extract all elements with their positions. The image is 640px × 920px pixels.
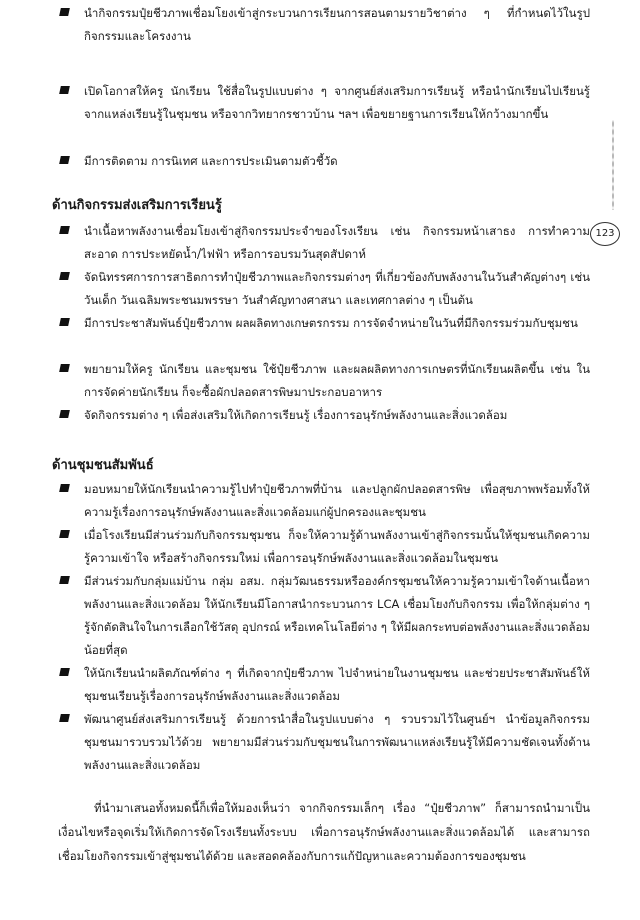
list-item-text: มีส่วนร่วมกับกลุ่มแม่บ้าน กลุ่ม อสม. กลุ่มวัฒนธรรมหรือองค์กรชุมชนให้ความรู้ความเข้าใจด้านเนื้อหาพลังงานและสิ่งแวดล้อม ให้นักเรียนมีโอกาสนำกระบวนการ LCA เชื่อมโยงกับกิจกรรม เพื่อให้กลุ่มต่าง ๆ รู้จักตัดสินใจในการเลือกใช้วัสดุ อุปกรณ์ หรือเทคโนโลยีต่าง ๆ ให้มีผลกระทบต่อพลังงานและสิ่งแวดล้อมน้อยที่สุด	[84, 574, 591, 657]
list-item-text: เปิดโอกาสให้ครู นักเรียน ใช้สื่อในรูปแบบต่าง ๆ จากศูนย์ส่งเสริมการเรียนรู้ หรือนำนักเรียนไปเรียนรู้จากแหล่งเรียนรู้ในชุมชน หรือจากวิทยากรชาวบ้าน ฯลฯ เพื่อขยายฐานการเรียนให้กว้างมากขึ้น	[84, 84, 590, 121]
list-item	[60, 220, 590, 266]
square-bullet-icon	[59, 714, 70, 722]
list-item	[60, 662, 590, 708]
list-item-text: จัดนิทรรศการการสาธิตการทำปุ๋ยชีวภาพและกิจกรรมต่างๆ ที่เกี่ยวข้องกับพลังงานในวันสำคัญต่างๆ เช่น วันเด็ก วันเฉลิมพระชนมพรรษา วันสำคัญทางศาสนา และเทศกาลต่าง ๆ เป็นต้น	[84, 270, 590, 307]
list-item-text: พยายามให้ครู นักเรียน และชุมชน ใช้ปุ๋ยชีวภาพ และผลผลิตทางการเกษตรที่นักเรียนผลิตขึ้น เช่น ในการจัดค่ายนักเรียน ก็จะซื้อผักปลอดสารพิษมาประกอบอาหาร	[84, 362, 590, 399]
list-item	[60, 478, 590, 524]
page-number: 123	[590, 222, 620, 246]
list-item	[60, 266, 590, 312]
list-item-text: นำกิจกรรมปุ๋ยชีวภาพเชื่อมโยงเข้าสู่กระบวนการเรียนการสอนตามรายวิชาต่าง ๆ ที่กำหนดไว้ในรูปกิจกรรมและโครงงาน	[84, 6, 590, 43]
square-bullet-icon	[59, 668, 70, 676]
list-item-text: มอบหมายให้นักเรียนนำความรู้ไปทำปุ๋ยชีวภาพที่บ้าน และปลูกผักปลอดสารพิษ เพื่อสุขภาพพร้อมทั้งให้ความรู้เรื่องการอนุรักษ์พลังงานและสิ่งแวดล้อมแก่ผู้ปกครองและชุมชน	[84, 482, 590, 519]
square-bullet-icon	[59, 318, 70, 326]
page-edge-dots	[612, 120, 614, 210]
list-item	[60, 80, 590, 126]
list-item-text: พัฒนาศูนย์ส่งเสริมการเรียนรู้ ด้วยการนำสื่อในรูปแบบต่าง ๆ รวบรวมไว้ในศูนย์ฯ นำข้อมูลกิจกรรมชุมชนมารวบรวมไว้ด้วย พยายามมีส่วนร่วมกับชุมชนในการพัฒนาแหล่งเรียนรู้ให้มีความชัดเจนทั้งด้านพลังงานและสิ่งแวดล้อม	[84, 712, 590, 772]
square-bullet-icon	[59, 272, 70, 280]
square-bullet-icon	[59, 8, 70, 16]
section-heading-learning: ด้านกิจกรรมส่งเสริมการเรียนรู้	[52, 198, 222, 213]
closing-paragraph: ที่นำมาเสนอทั้งหมดนี้ก็เพื่อให้มองเห็นว่า จากกิจกรรมเล็กๆ เรื่อง “ปุ๋ยชีวภาพ” ก็สามารถนำมาเป็นเงื่อนไขหรือจุดเริ่มให้เกิดการจัดโรงเรียนทั้งระบบ เพื่อการอนุรักษ์พลังงานและสิ่งแวดล้อมได้ และสามารถเชื่อมโยงกิจกรรมเข้าสู่ชุมชนได้ด้วย และสอดคล้องกับการแก้ปัญหาและความต้องการของชุมชน	[58, 801, 590, 863]
square-bullet-icon	[59, 156, 70, 164]
square-bullet-icon	[59, 484, 70, 492]
list-item	[60, 524, 590, 570]
square-bullet-icon	[59, 410, 70, 418]
list-item	[60, 570, 590, 662]
square-bullet-icon	[59, 576, 70, 584]
list-item	[60, 150, 590, 173]
square-bullet-icon	[59, 364, 70, 372]
square-bullet-icon	[59, 86, 70, 94]
square-bullet-icon	[59, 530, 70, 538]
list-item-text: เมื่อโรงเรียนมีส่วนร่วมกับกิจกรรมชุมชน ก็จะให้ความรู้ด้านพลังงานเข้าสู่กิจกรรมนั้นให้ชุมชนเกิดความรู้ความเข้าใจ หรือสร้างกิจกรรมใหม่ เพื่อการอนุรักษ์พลังงานและสิ่งแวดล้อมในชุมชน	[84, 528, 590, 565]
list-item	[60, 2, 590, 48]
square-bullet-icon	[59, 226, 70, 234]
list-item-text: มีการประชาสัมพันธ์ปุ๋ยชีวภาพ ผลผลิตทางเกษตรกรรม การจัดจำหน่ายในวันที่มีกิจกรรมร่วมกับชุมชน	[84, 316, 578, 330]
list-item	[60, 404, 590, 427]
list-item-text: ให้นักเรียนนำผลิตภัณฑ์ต่าง ๆ ที่เกิดจากปุ๋ยชีวภาพ ไปจำหน่ายในงานชุมชน และช่วยประชาสัมพันธ์ให้ชุมชนเรียนรู้เรื่องการอนุรักษ์พลังงานและสิ่งแวดล้อม	[84, 666, 590, 703]
list-item-text: จัดกิจกรรมต่าง ๆ เพื่อส่งเสริมให้เกิดการเรียนรู้ เรื่องการอนุรักษ์พลังงานและสิ่งแวดล้อม	[84, 408, 508, 422]
list-item-text: มีการติดตาม การนิเทศ และการประเมินตามตัวชี้วัด	[84, 154, 338, 168]
list-item	[60, 708, 590, 777]
list-item	[60, 358, 590, 404]
section-heading-community: ด้านชุมชนสัมพันธ์	[52, 458, 154, 473]
list-item-text: นำเนื้อหาพลังงานเชื่อมโยงเข้าสู่กิจกรรมประจำของโรงเรียน เช่น กิจกรรมหน้าเสาธง การทำความสะอาด การประหยัดน้ำ/ไฟฟ้า หรือการอบรมวันสุดสัปดาห์	[84, 224, 590, 261]
list-item	[60, 312, 590, 335]
